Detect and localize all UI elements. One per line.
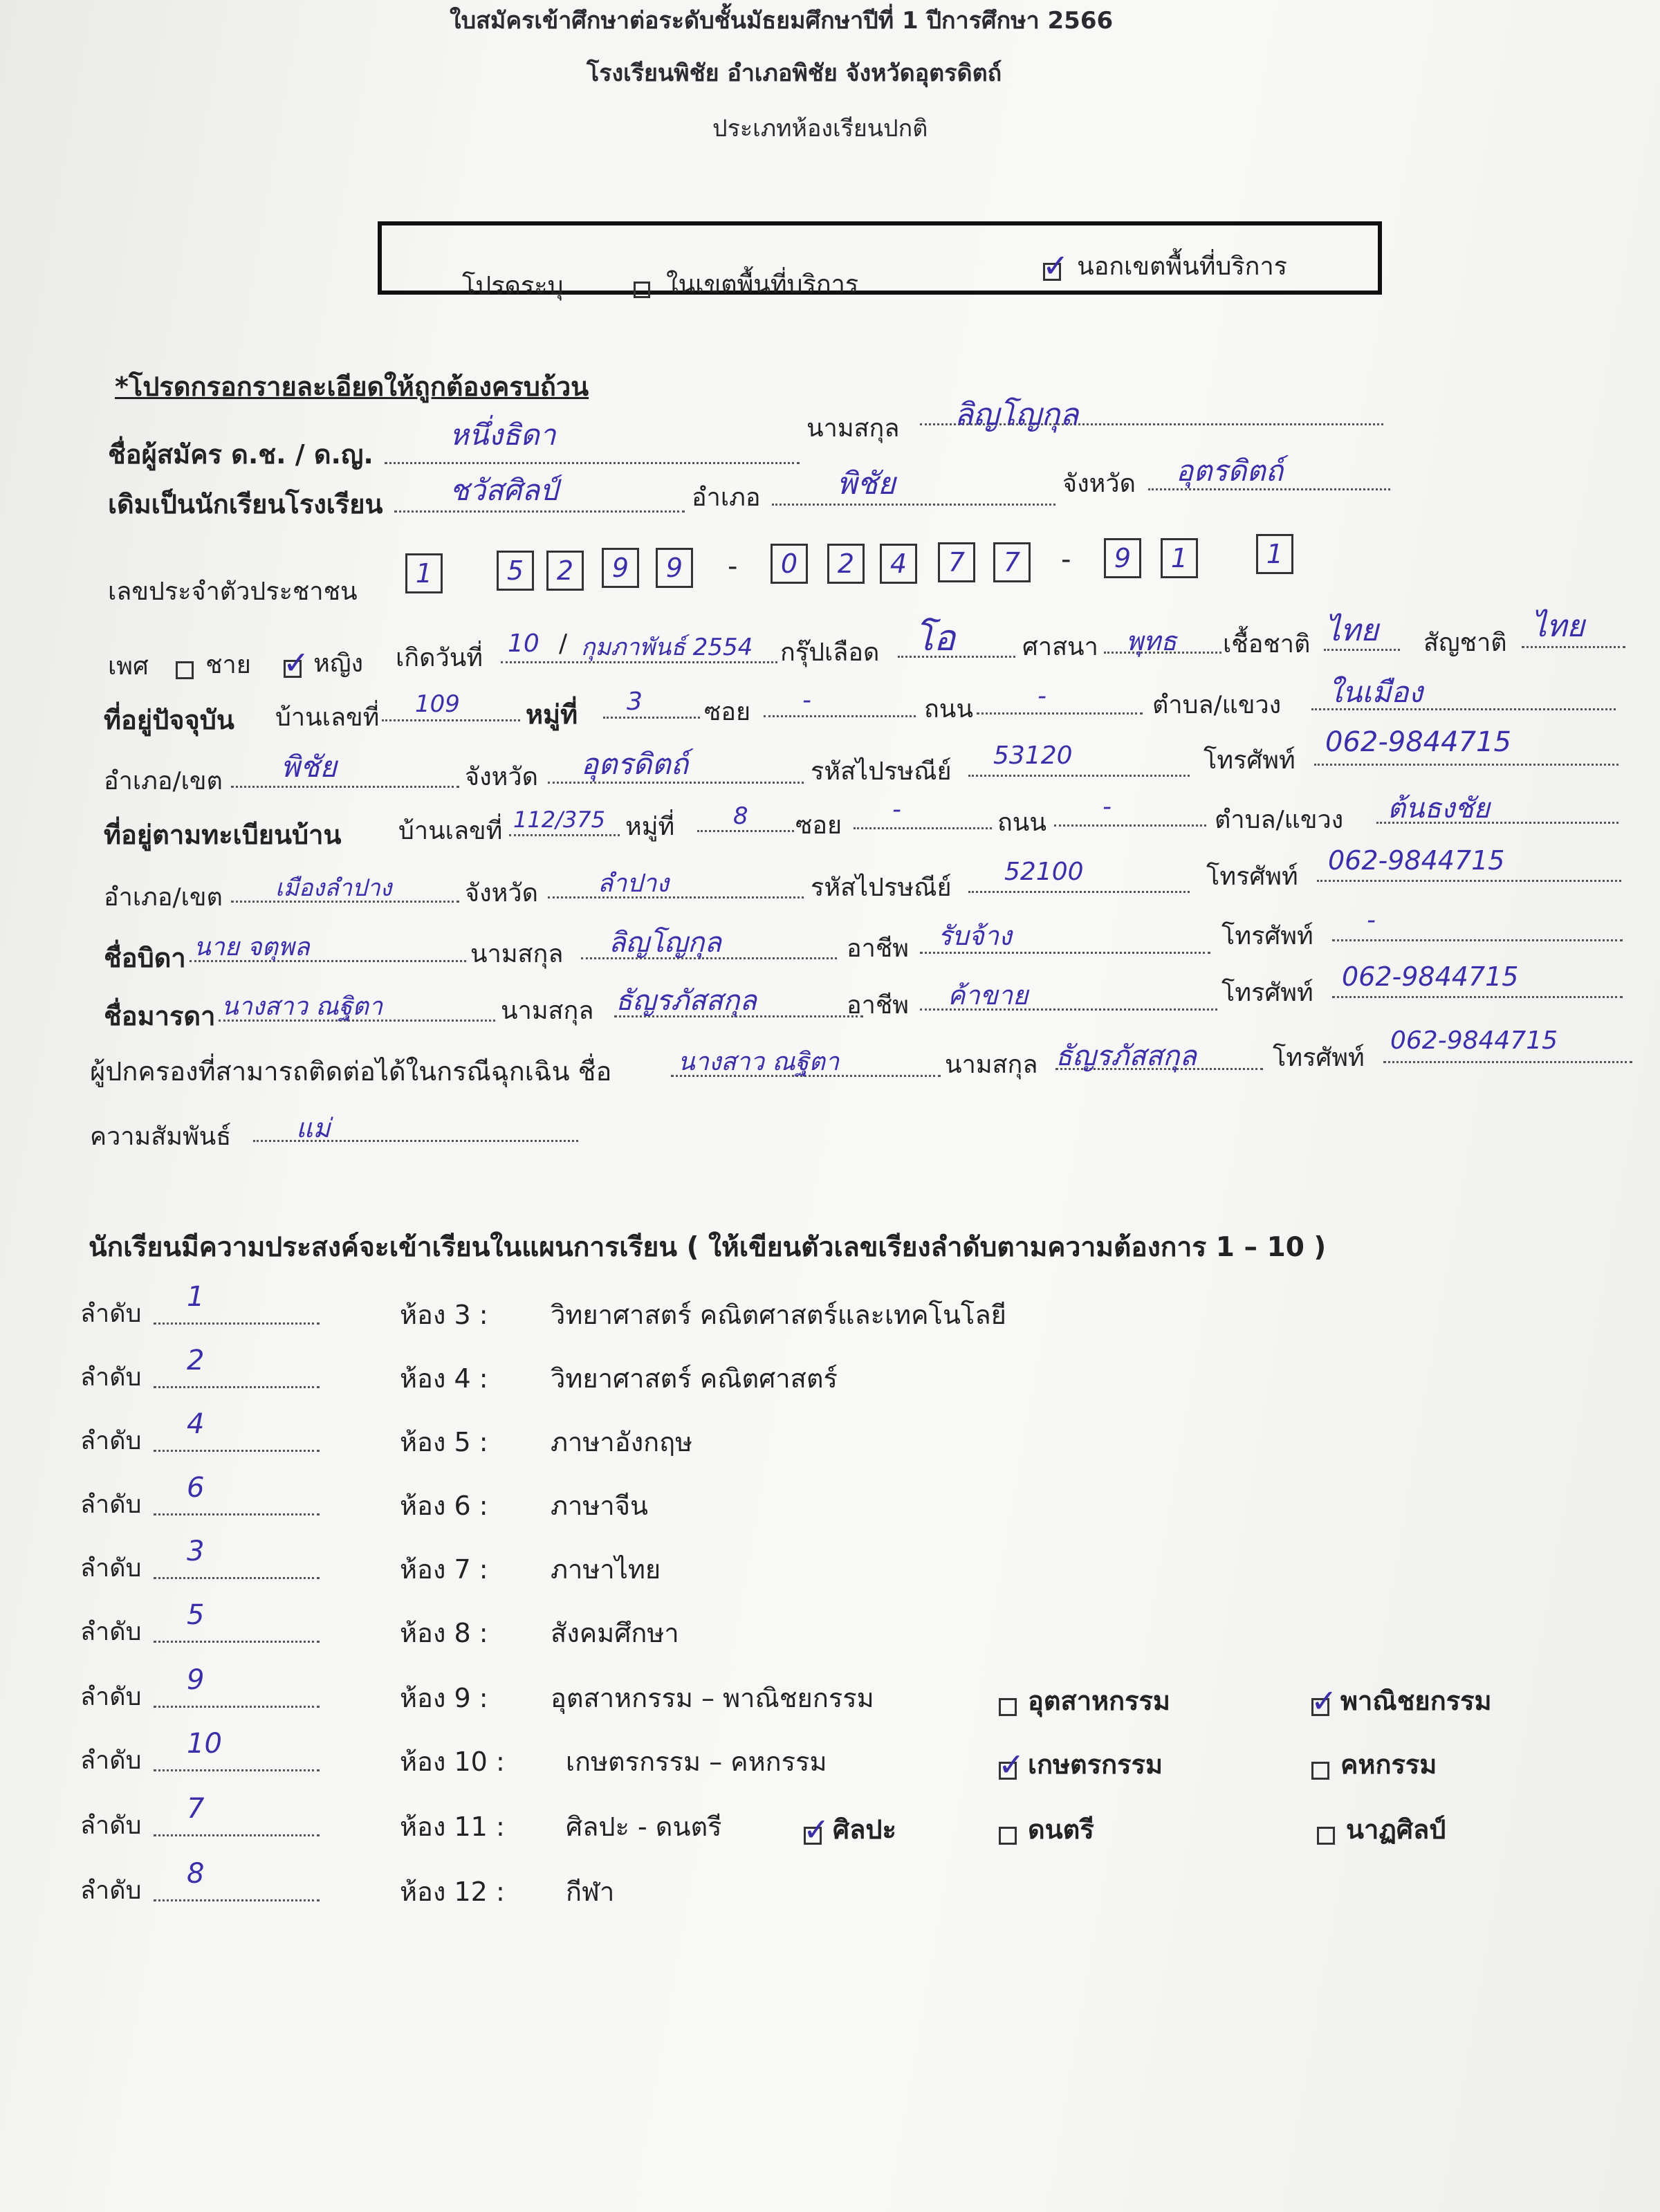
prev-province-value[interactable]: อุตรดิตถ์ xyxy=(1176,454,1284,488)
reg-soi-label: ซอย xyxy=(795,811,842,840)
dob-slash: / xyxy=(559,629,568,658)
dob-month-year-value[interactable]: กุมภาพันธ์ 2554 xyxy=(581,634,753,661)
room-number: ห้อง 5 : xyxy=(400,1427,488,1457)
cur-moo-value[interactable]: 3 xyxy=(627,688,643,716)
order-label: ลำดับ xyxy=(80,1300,142,1328)
prev-district-value[interactable]: พิชัย xyxy=(837,466,896,501)
option-checkbox[interactable] xyxy=(1317,1827,1335,1845)
outside-area-label: นอกเขตพื้นที่บริการ xyxy=(1077,252,1288,281)
room-number: ห้อง 4 : xyxy=(400,1363,488,1394)
cur-zip-label: รหัสไปรษณีย์ xyxy=(811,757,952,786)
reg-soi-line xyxy=(854,827,992,829)
check-mark-icon: ✓ xyxy=(998,1745,1025,1783)
rank-line xyxy=(154,1641,320,1643)
order-label: ลำดับ xyxy=(80,1491,142,1519)
plan-name: สังคมศึกษา xyxy=(551,1618,679,1648)
outside-area-checkbox[interactable] xyxy=(1042,246,1069,284)
order-label: ลำดับ xyxy=(80,1683,142,1711)
cur-zip-value[interactable]: 53120 xyxy=(993,741,1073,770)
id-digit-box[interactable]: 1 xyxy=(1161,538,1198,578)
applicant-label: ชื่อผู้สมัคร ด.ช. / ด.ญ. xyxy=(108,439,374,470)
mother-phone-line xyxy=(1332,996,1623,998)
outside-area-option[interactable] xyxy=(1043,246,1287,286)
instruction: *โปรดกรอกรายละเอียดให้ถูกต้องครบถ้วน xyxy=(115,371,589,402)
registered-address-label: ที่อยู่ตามทะเบียนบ้าน xyxy=(104,820,342,850)
rank-line xyxy=(154,1513,320,1515)
prev-district-label: อำเภอ xyxy=(692,483,761,512)
id-separator: - xyxy=(1061,544,1071,575)
room-type: ประเภทห้องเรียนปกติ xyxy=(712,115,928,142)
option-checkbox[interactable] xyxy=(999,1827,1017,1845)
plan-name: วิทยาศาสตร์ คณิตศาสตร์และเทคโนโลยี xyxy=(551,1300,1006,1330)
id-digit-box[interactable]: 4 xyxy=(880,544,917,584)
room-number: ห้อง 7 : xyxy=(400,1554,488,1585)
order-label: ลำดับ xyxy=(80,1746,142,1775)
reg-phone-line xyxy=(1317,880,1621,882)
cur-zip-line xyxy=(968,775,1190,777)
father-phone-line xyxy=(1332,939,1623,941)
national-id-label: เลขประจำตัวประชาชน xyxy=(108,578,358,606)
blood-label: กรุ๊ปเลือด xyxy=(780,638,880,667)
cur-amphoe-label: อำเภอ/เขต xyxy=(104,767,223,795)
inside-area-option[interactable] xyxy=(634,264,858,304)
mother-label: ชื่อมารดา xyxy=(104,1001,216,1031)
prev-school-value[interactable]: ชวัสศิลป์ xyxy=(450,473,558,507)
id-digit-box[interactable]: 7 xyxy=(993,542,1031,582)
plan-option[interactable] xyxy=(1311,1679,1492,1722)
option-label: เกษตรกรรม xyxy=(1028,1749,1163,1780)
rank-line xyxy=(154,1386,320,1388)
reg-zip-line xyxy=(968,891,1190,893)
reg-zip-label: รหัสไปรษณีย์ xyxy=(811,874,952,902)
check-mark-icon: ✓ xyxy=(283,643,310,681)
cur-road-line xyxy=(977,712,1143,715)
rank-value[interactable]: 6 xyxy=(187,1472,205,1504)
school-name: โรงเรียนพิชัย อำเภอพิชัย จังหวัดอุตรดิตถ์ xyxy=(587,59,1002,87)
option-label: นาฏศิลป์ xyxy=(1346,1814,1446,1845)
form-title: ใบสมัครเข้าศึกษาต่อระดับชั้นมัธยมศึกษาปีที่ 1 ปีการศึกษา 2566 xyxy=(450,7,1114,35)
option-label: ศิลปะ xyxy=(833,1814,896,1845)
reg-road-line xyxy=(1054,824,1206,827)
current-address-label: ที่อยู่ปัจจุบัน xyxy=(104,705,234,735)
id-digit-box[interactable]: 9 xyxy=(602,548,639,588)
female-option[interactable] xyxy=(284,643,363,683)
mother-name-value[interactable]: นางสาว ณฐิตา xyxy=(221,993,383,1021)
room-number: ห้อง 12 : xyxy=(400,1877,505,1907)
nationality-label: สัญชาติ xyxy=(1423,629,1507,657)
rank-value[interactable]: 8 xyxy=(187,1858,205,1890)
id-digit-box[interactable]: 0 xyxy=(771,544,808,584)
inside-area-label: ในเขตพื้นที่บริการ xyxy=(666,270,859,299)
plan-name: ศิลปะ - ดนตรี xyxy=(566,1812,722,1842)
mother-phone-label: โทรศัพท์ xyxy=(1221,979,1313,1007)
id-digit-box[interactable]: 1 xyxy=(1256,534,1293,574)
relation-label: ความสัมพันธ์ xyxy=(90,1123,232,1151)
room-number: ห้อง 10 : xyxy=(400,1746,505,1777)
reg-moo-value[interactable]: 8 xyxy=(733,802,748,830)
reg-moo-line xyxy=(697,830,794,832)
reg-phone-label: โทรศัพท์ xyxy=(1206,863,1298,891)
father-name-value[interactable]: นาย จตุพล xyxy=(194,933,310,961)
dob-day-value[interactable]: 10 xyxy=(508,629,540,658)
option-checkbox[interactable] xyxy=(999,1698,1017,1716)
plan-option[interactable] xyxy=(1317,1808,1446,1850)
prev-province-label: จังหวัด xyxy=(1062,470,1136,498)
cur-province-label: จังหวัด xyxy=(465,763,538,791)
blood-value[interactable]: โอ xyxy=(914,618,956,659)
relation-value[interactable]: แม่ xyxy=(296,1113,331,1143)
cur-subdistrict-value[interactable]: ในเมือง xyxy=(1328,675,1423,709)
id-digit-box[interactable]: 1 xyxy=(405,553,443,593)
option-checkbox[interactable] xyxy=(1311,1681,1338,1720)
rank-line xyxy=(154,1450,320,1452)
id-digit-box[interactable]: 9 xyxy=(656,548,693,588)
female-checkbox[interactable] xyxy=(283,643,310,681)
rank-value[interactable]: 9 xyxy=(187,1664,205,1696)
reg-province-value[interactable]: ลำปาง xyxy=(598,869,669,898)
cur-road-label: ถนน xyxy=(924,695,974,723)
cur-subdistrict-label: ตำบล/แขวง xyxy=(1152,691,1282,719)
cur-moo-line xyxy=(603,717,700,719)
order-label: ลำดับ xyxy=(80,1877,142,1905)
reg-amphoe-label: อำเภอ/เขต xyxy=(104,883,223,912)
order-label: ลำดับ xyxy=(80,1427,142,1455)
option-label: พาณิชยกรรม xyxy=(1340,1686,1492,1716)
room-number: ห้อง 3 : xyxy=(400,1300,488,1330)
id-digit-box[interactable]: 7 xyxy=(938,542,975,582)
religion-value[interactable]: พุทธ xyxy=(1126,626,1177,656)
mother-surname-label: นามสกุล xyxy=(501,997,594,1025)
check-mark-icon: ✓ xyxy=(1042,246,1069,284)
rank-line xyxy=(154,1899,320,1901)
plan-option[interactable] xyxy=(999,1679,1170,1722)
order-label: ลำดับ xyxy=(80,1363,142,1392)
option-label: คหกรรม xyxy=(1340,1749,1437,1780)
id-digit-box[interactable]: 2 xyxy=(827,544,865,584)
id-digit-box[interactable]: 5 xyxy=(497,551,534,591)
rank-value[interactable]: 10 xyxy=(187,1728,222,1760)
id-digit-box[interactable]: 9 xyxy=(1104,538,1141,578)
order-label: ลำดับ xyxy=(80,1554,142,1583)
father-label: ชื่อบิดา xyxy=(104,943,186,973)
rank-line xyxy=(154,1769,320,1771)
rank-value[interactable]: 3 xyxy=(187,1536,205,1567)
cur-moo-label: หมู่ที่ xyxy=(526,699,578,730)
cur-house-no-label: บ้านเลขที่ xyxy=(275,703,380,732)
rank-line xyxy=(154,1577,320,1579)
reg-amphoe-value[interactable]: เมืองลำปาง xyxy=(275,874,392,902)
guardian-phone-label: โทรศัพท์ xyxy=(1273,1044,1365,1072)
option-label: ดนตรี xyxy=(1028,1814,1094,1845)
race-label: เชื้อชาติ xyxy=(1223,630,1311,658)
guardian-phone-line xyxy=(1383,1061,1632,1063)
room-number: ห้อง 9 : xyxy=(400,1683,488,1713)
cur-province-value[interactable]: อุตรดิตถ์ xyxy=(581,747,689,781)
order-label: ลำดับ xyxy=(80,1618,142,1646)
plan-name: ภาษาไทย xyxy=(551,1554,661,1585)
plan-name: ภาษาอังกฤษ xyxy=(551,1427,693,1457)
cur-house-no-value[interactable]: 109 xyxy=(415,690,460,718)
reg-subdistrict-value[interactable]: ต้นธงชัย xyxy=(1387,793,1490,824)
area-prompt: โปรดระบุ xyxy=(462,272,564,300)
guardian-surname-label: นามสกุล xyxy=(945,1051,1038,1079)
inside-area-checkbox[interactable] xyxy=(634,282,650,298)
surname-label: นามสกุล xyxy=(806,414,900,443)
option-checkbox[interactable] xyxy=(998,1745,1025,1783)
id-separator: - xyxy=(728,551,738,582)
dob-label: เกิดวันที่ xyxy=(396,644,483,672)
option-label: อุตสาหกรรม xyxy=(1028,1686,1170,1716)
male-option[interactable] xyxy=(176,645,251,684)
rank-value[interactable]: 4 xyxy=(187,1408,205,1440)
cur-road-value[interactable]: - xyxy=(1038,682,1046,710)
reg-moo-label: หมู่ที่ xyxy=(625,813,675,841)
gender-label: เพศ xyxy=(108,652,149,681)
room-number: ห้อง 6 : xyxy=(400,1491,488,1521)
reg-road-value[interactable]: - xyxy=(1103,793,1112,821)
plan-name: กีฬา xyxy=(566,1877,615,1907)
guardian-name-value[interactable]: นางสาว ณฐิตา xyxy=(678,1048,840,1076)
mother-surname-value[interactable]: ธัญรภัสสกุล xyxy=(616,985,757,1017)
room-number: ห้อง 11 : xyxy=(400,1812,505,1842)
religion-label: ศาสนา xyxy=(1022,633,1098,661)
guardian-phone-value[interactable]: 062-9844715 xyxy=(1390,1026,1558,1055)
reg-house-no-line xyxy=(509,834,620,836)
reg-province-line xyxy=(548,896,804,898)
rank-value[interactable]: 2 xyxy=(187,1345,205,1376)
plan-name: ภาษาจีน xyxy=(551,1491,649,1521)
reg-phone-value[interactable]: 062-9844715 xyxy=(1328,845,1505,876)
rank-line xyxy=(154,1834,320,1836)
first-name-value[interactable]: หนึ่งธิดา xyxy=(450,418,556,452)
plan-name: อุตสาหกรรม – พาณิชยกรรม xyxy=(551,1683,874,1713)
prev-district-line xyxy=(772,504,1055,506)
father-surname-value[interactable]: ลิญโญกุล xyxy=(609,927,721,959)
prev-school-label: เดิมเป็นนักเรียนโรงเรียน xyxy=(108,489,383,519)
race-value[interactable]: ไทย xyxy=(1325,613,1378,648)
cur-soi-line xyxy=(764,715,916,717)
option-checkbox[interactable] xyxy=(803,1810,830,1848)
rank-line xyxy=(154,1706,320,1708)
cur-soi-label: ซอย xyxy=(704,698,751,726)
guardian-label: ผู้ปกครองที่สามารถติดต่อได้ในกรณีฉุกเฉิน ชื่อ xyxy=(90,1056,612,1087)
cur-phone-value[interactable]: 062-9844715 xyxy=(1325,726,1511,758)
reg-subdistrict-label: ตำบล/แขวง xyxy=(1215,806,1344,834)
cur-house-no-line xyxy=(382,719,520,721)
cur-amphoe-value[interactable]: พิชัย xyxy=(281,750,337,784)
order-label: ลำดับ xyxy=(80,1812,142,1840)
rank-value[interactable]: 1 xyxy=(187,1281,205,1313)
mother-occupation-value[interactable]: ค้าขาย xyxy=(948,980,1029,1011)
plan-option[interactable] xyxy=(1311,1743,1437,1785)
option-checkbox[interactable] xyxy=(1311,1762,1329,1780)
reg-house-no-label: บ้านเลขที่ xyxy=(398,817,503,845)
cur-phone-label: โทรศัพท์ xyxy=(1204,746,1295,775)
plan-option[interactable] xyxy=(999,1743,1163,1785)
father-occupation-label: อาชีพ xyxy=(847,934,909,963)
cur-phone-line xyxy=(1314,764,1618,766)
guardian-surname-value[interactable]: ธัญรภัสสกุล xyxy=(1055,1040,1197,1072)
mother-occupation-label: อาชีพ xyxy=(847,991,909,1020)
father-phone-value[interactable]: - xyxy=(1367,906,1376,934)
first-name-line xyxy=(385,462,800,464)
surname-value[interactable]: ลิญโญกุล xyxy=(954,397,1079,432)
female-label: หญิง xyxy=(313,649,364,678)
nationality-value[interactable]: ไทย xyxy=(1531,609,1585,644)
reg-road-label: ถนน xyxy=(997,809,1047,837)
reg-province-label: จังหวัด xyxy=(465,879,538,907)
reg-house-no-value[interactable]: 112/375 xyxy=(513,807,605,833)
male-label: ชาย xyxy=(205,651,251,679)
rank-line xyxy=(154,1322,320,1325)
father-surname-label: นามสกุล xyxy=(470,940,564,968)
id-digit-box[interactable]: 2 xyxy=(546,551,584,591)
father-phone-label: โทรศัพท์ xyxy=(1221,922,1313,950)
plan-name: วิทยาศาสตร์ คณิตศาสตร์ xyxy=(551,1363,838,1394)
check-mark-icon: ✓ xyxy=(803,1810,830,1848)
plan-option[interactable] xyxy=(804,1808,896,1850)
cur-soi-value[interactable]: - xyxy=(802,686,811,715)
reg-soi-value[interactable]: - xyxy=(892,795,901,824)
reg-zip-value[interactable]: 52100 xyxy=(1004,858,1084,886)
plan-name: เกษตรกรรม – คหกรรม xyxy=(566,1746,827,1777)
room-number: ห้อง 8 : xyxy=(400,1618,488,1648)
rank-value[interactable]: 7 xyxy=(187,1793,205,1825)
cur-amphoe-line xyxy=(231,786,459,788)
rank-value[interactable]: 5 xyxy=(187,1599,205,1631)
male-checkbox[interactable] xyxy=(176,661,194,679)
plan-option[interactable] xyxy=(999,1808,1094,1850)
mother-phone-value[interactable]: 062-9844715 xyxy=(1342,961,1519,992)
father-occupation-value[interactable]: รับจ้าง xyxy=(938,921,1012,951)
check-mark-icon: ✓ xyxy=(1311,1681,1338,1720)
study-plan-heading: นักเรียนมีความประสงค์จะเข้าเรียนในแผนการเรียน ( ให้เขียนตัวเลขเรียงลำดับตามความต้องการ 1 – 10 ) xyxy=(89,1232,1327,1263)
